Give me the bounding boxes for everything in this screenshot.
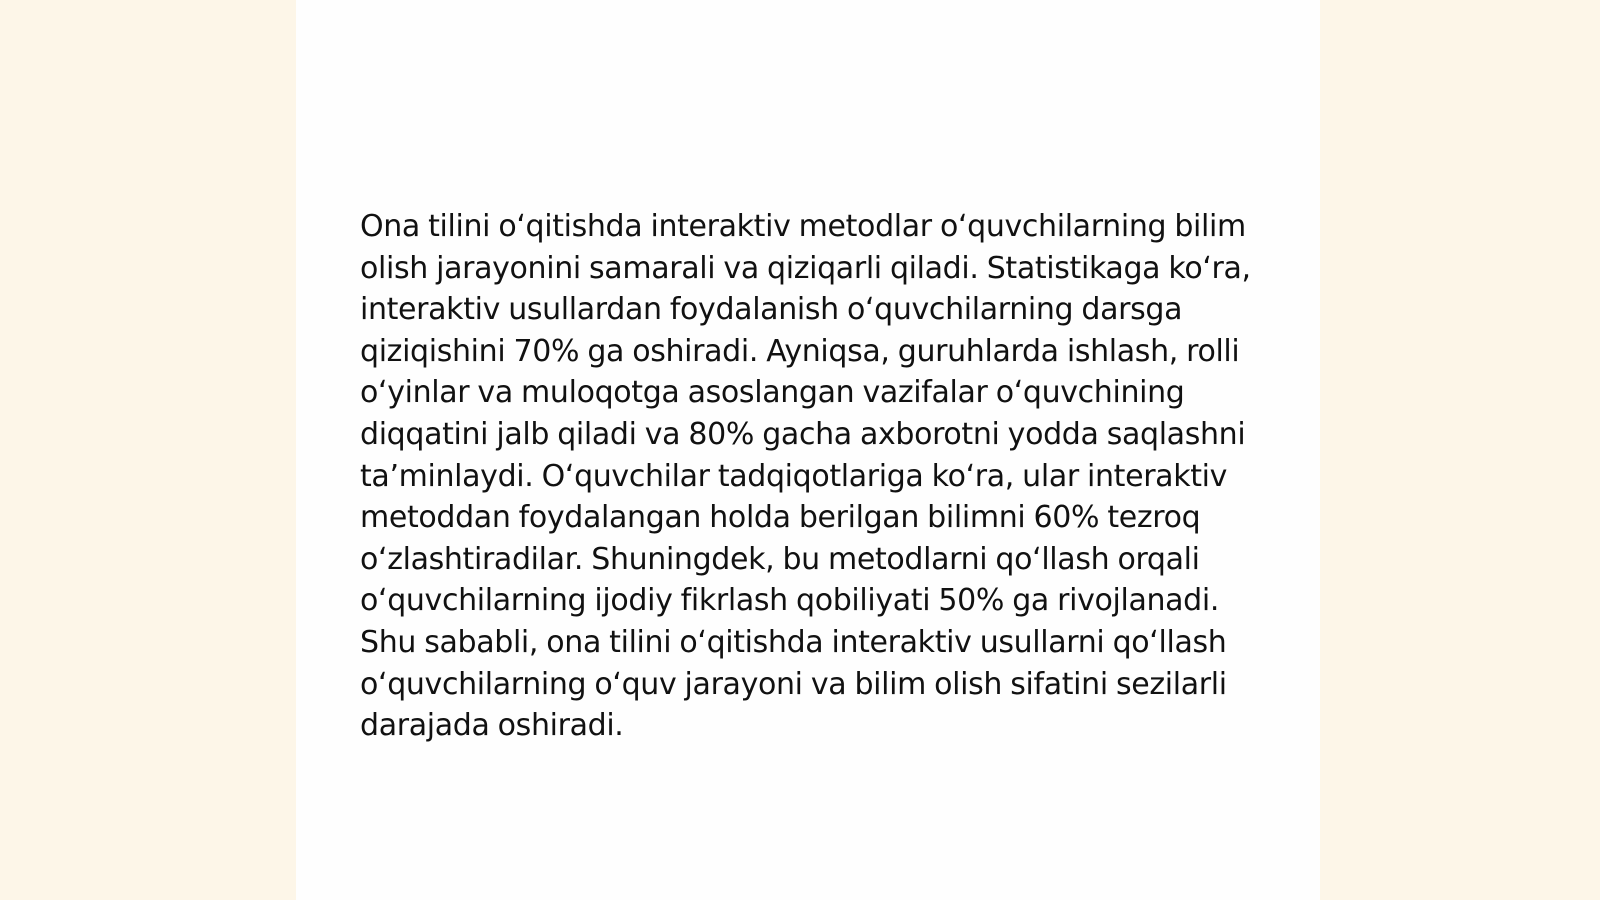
body-paragraph: Ona tilini o‘qitishda interaktiv metodlar o‘quvchilarning bilim olish jarayonini samarali va qiziqarli qiladi. Statistikaga ko‘ra, interaktiv usullardan foydalanish o‘quvchilarning darsga qiziqishini 70% ga oshiradi. Ayniqsa, guruhlarda ishlash, rolli o‘yinlar va muloqotga asoslangan vazifalar o‘quvchining diqqatini jalb qiladi va 80% gacha axborotni yodda saqlashni ta’minlaydi. O‘quvchilar tadqiqotlariga ko‘ra, ular interaktiv metoddan foydalangan holda berilgan bilimni 60% tezroq o‘zlashtiradilar. Shuningdek, bu metodlarni qo‘llash orqali o‘quvchilarning ijodiy fikrlash qobiliyati 50% ga rivojlanadi. Shu sababli, ona tilini o‘qitishda interaktiv usullarni qo‘llash o‘quvchilarning o‘quv jarayoni va bilim olish sifatini sezilarli darajada oshiradi. xyxy=(360,209,1251,744)
document-page xyxy=(296,0,1320,900)
